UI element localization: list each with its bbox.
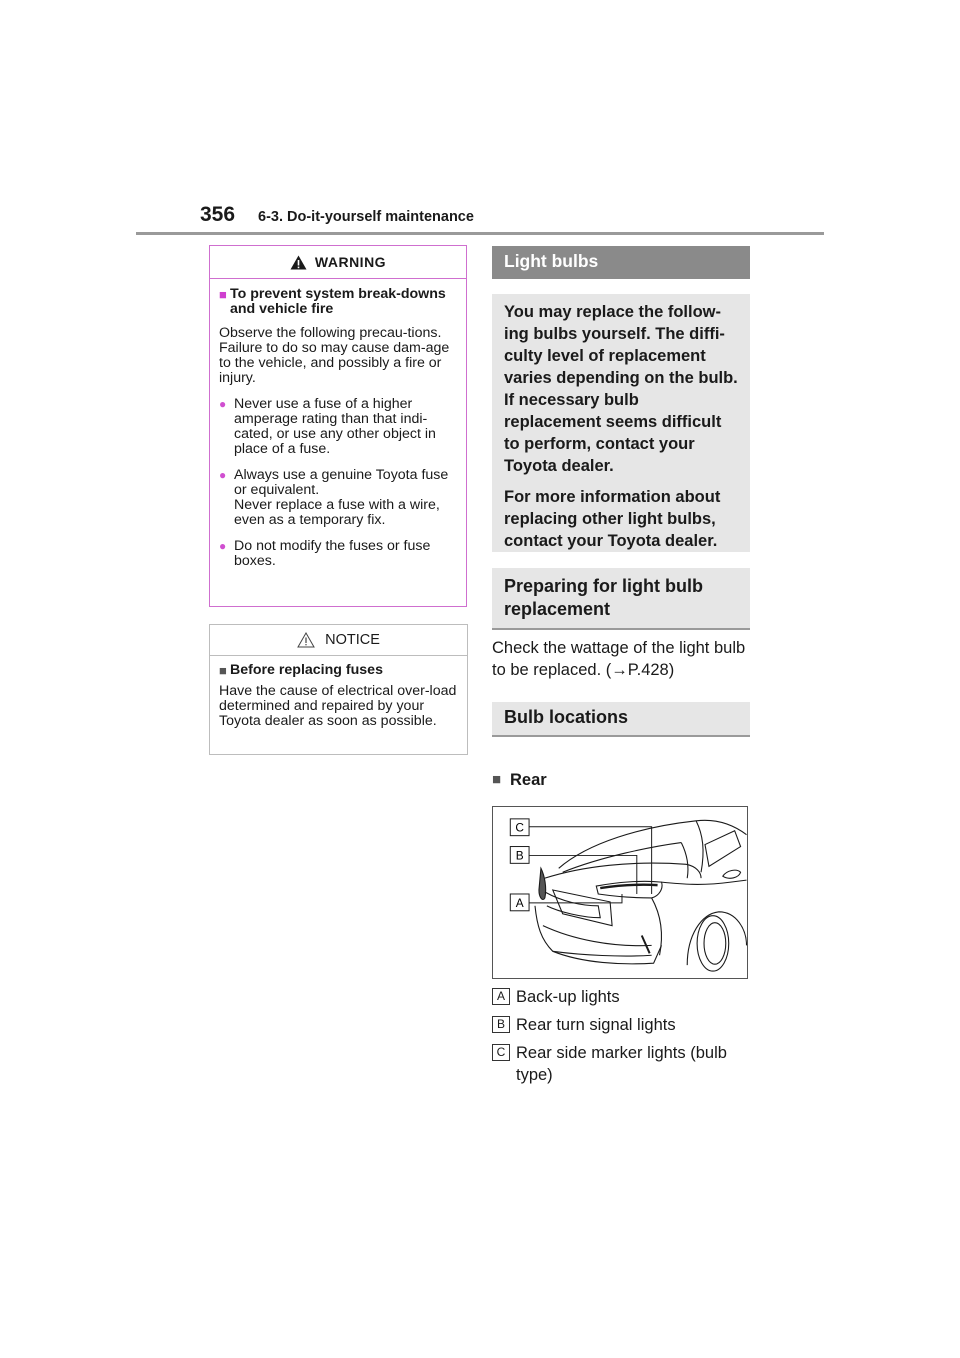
car-outline (535, 820, 747, 971)
warning-bullet-text: Do not modify the fuses or fuse boxes. (234, 538, 431, 569)
bullet-dot-icon: ● (219, 539, 227, 553)
warning-subheading (219, 287, 457, 317)
light-bulbs-intro-box (492, 294, 750, 552)
bullet-dot-icon: ● (219, 468, 227, 482)
legend-item-c (492, 1042, 750, 1086)
warning-bullet (219, 397, 457, 457)
check-wattage-text: Check the wattage of the light bulb to be replaced. (→P.428) (492, 639, 746, 679)
warning-subheading-text: To prevent system break-downs and vehicle fire (230, 286, 446, 317)
square-bullet-icon: ■ (219, 287, 227, 302)
rear-heading-text: Rear (510, 771, 547, 789)
intro-paragraph: For more information about replacing other light bulbs, contact your Toyota dealer. (504, 488, 721, 550)
square-bullet-icon: ■ (492, 771, 502, 788)
svg-text:A: A (515, 895, 524, 910)
notice-header (210, 625, 467, 656)
page-number: 356 (200, 203, 236, 226)
legend-letter: C (492, 1044, 510, 1061)
legend-text: Back-up lights (516, 988, 620, 1006)
legend-text: Rear side marker lights (bulb type) (516, 1044, 727, 1084)
legend-item-b (492, 1014, 676, 1036)
warning-intro: Observe the following precau-tions. Failure to do so may cause dam-age to the vehicle, and possibly a fire or injury. (219, 325, 450, 386)
warning-bullet (219, 539, 457, 569)
notice-subheading (219, 663, 458, 678)
notice-title: NOTICE (325, 632, 380, 648)
warning-title: WARNING (314, 254, 387, 270)
preparing-heading: Preparing for light bulb replacement (492, 568, 750, 630)
legend-text: Rear turn signal lights (516, 1016, 676, 1034)
light-bulbs-heading: Light bulbs (492, 246, 750, 279)
warning-bullet-text: Always use a genuine Toyota fuse or equivalent. Never replace a fuse with a wire, even as a temporary fix. (234, 467, 449, 528)
intro-paragraph: You may replace the follow-ing bulbs yourself. The diffi-culty level of replacement varies depending on the bulb. If necessary bulb replacement seems difficult to perform, contact your Toyota dealer. (504, 303, 738, 475)
header-rule (136, 232, 824, 235)
notice-subheading-text: Before replacing fuses (230, 662, 383, 678)
svg-text:B: B (515, 848, 524, 863)
warning-bullet-text: Never use a fuse of a higher amperage rating than that indi-cated, or use any other object in place of a fuse. (234, 396, 436, 457)
callout-lines (529, 827, 652, 903)
svg-text:C: C (515, 820, 524, 835)
square-bullet-icon: ■ (219, 663, 227, 678)
notice-text: Have the cause of electrical over-load determined and repaired by your Toyota dealer as soon as possible. (219, 683, 457, 729)
warning-header (210, 246, 466, 279)
rear-bulb-diagram (492, 806, 748, 979)
warning-box (209, 245, 467, 607)
diagram-label-a (510, 894, 529, 911)
legend-item-a (492, 986, 620, 1008)
bulb-locations-heading: Bulb locations (492, 702, 750, 737)
legend-letter: B (492, 1016, 510, 1033)
caution-triangle-icon (297, 632, 315, 648)
diagram-label-b (510, 847, 529, 864)
rear-heading (492, 771, 547, 790)
section-title: 6-3. Do-it-yourself maintenance (258, 209, 474, 225)
warning-bullet (219, 468, 457, 528)
warning-triangle-icon (290, 255, 307, 270)
bullet-dot-icon: ● (219, 397, 227, 411)
diagram-label-c (510, 819, 529, 836)
notice-box (209, 624, 468, 755)
legend-letter: A (492, 988, 510, 1005)
